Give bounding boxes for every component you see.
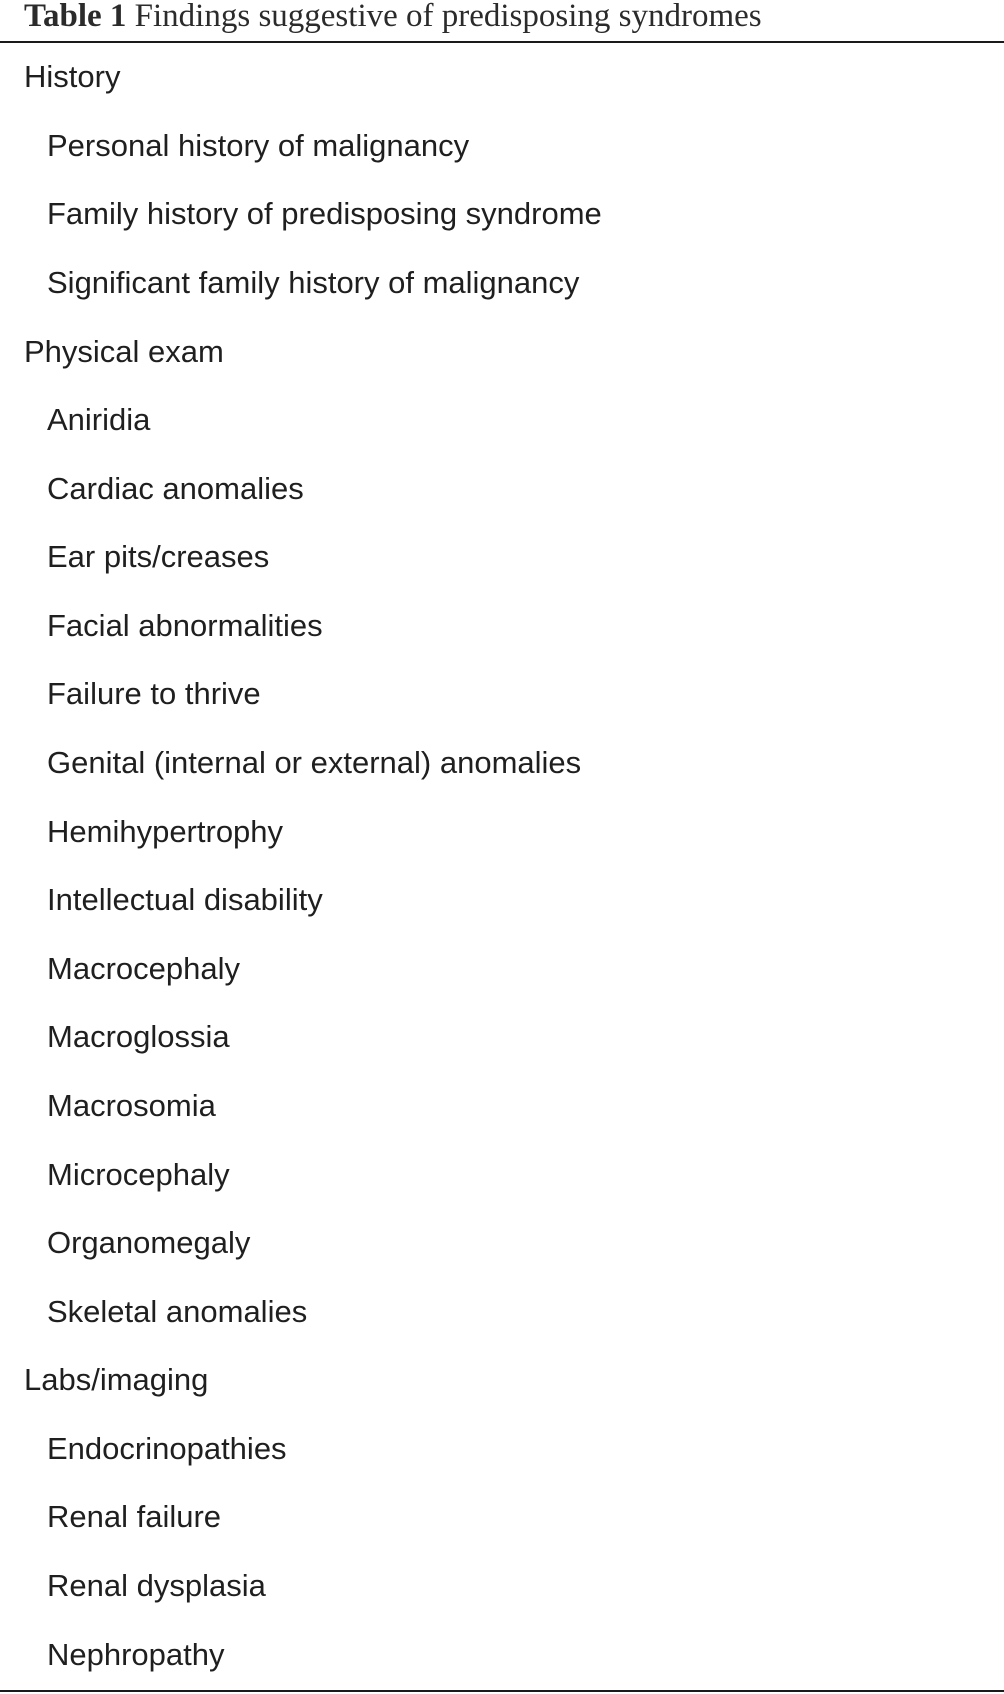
table-row: Ear pits/creases xyxy=(47,539,270,575)
table-row: Cardiac anomalies xyxy=(47,470,304,506)
table-row: Genital (internal or external) anomalies xyxy=(47,745,582,781)
table-caption-text: Findings suggestive of predisposing syndromes xyxy=(134,0,762,34)
table-row: Microcephaly xyxy=(47,1156,230,1192)
table-row: Skeletal anomalies xyxy=(47,1293,308,1329)
section-heading-physical-exam: Physical exam xyxy=(24,333,224,369)
table-row: Macroglossia xyxy=(47,1019,230,1055)
table-row: Endocrinopathies xyxy=(47,1430,287,1466)
section-heading-labs-imaging: Labs/imaging xyxy=(24,1362,209,1398)
table-row: Aniridia xyxy=(47,402,151,438)
table-row: Hemihypertrophy xyxy=(47,813,284,849)
table-row: Facial abnormalities xyxy=(47,607,323,643)
table-bottom-rule xyxy=(0,1690,1004,1692)
section-heading-history: History xyxy=(24,59,121,95)
table-row: Intellectual disability xyxy=(47,882,323,918)
table-body xyxy=(0,43,1004,1689)
table-caption xyxy=(24,0,762,36)
table-caption-label: Table 1 xyxy=(24,0,127,34)
table-row: Organomegaly xyxy=(47,1225,251,1261)
table-row: Macrocephaly xyxy=(47,950,240,986)
table-row: Renal dysplasia xyxy=(47,1568,266,1603)
table-row: Nephropathy xyxy=(47,1636,225,1672)
table-row: Renal failure xyxy=(47,1499,222,1535)
table-row: Personal history of malignancy xyxy=(47,127,470,163)
table-row: Failure to thrive xyxy=(47,676,261,712)
table-row: Significant family history of malignancy xyxy=(47,265,580,301)
table-row: Macrosomia xyxy=(47,1087,216,1123)
table-row: Family history of predisposing syndrome xyxy=(47,196,602,232)
